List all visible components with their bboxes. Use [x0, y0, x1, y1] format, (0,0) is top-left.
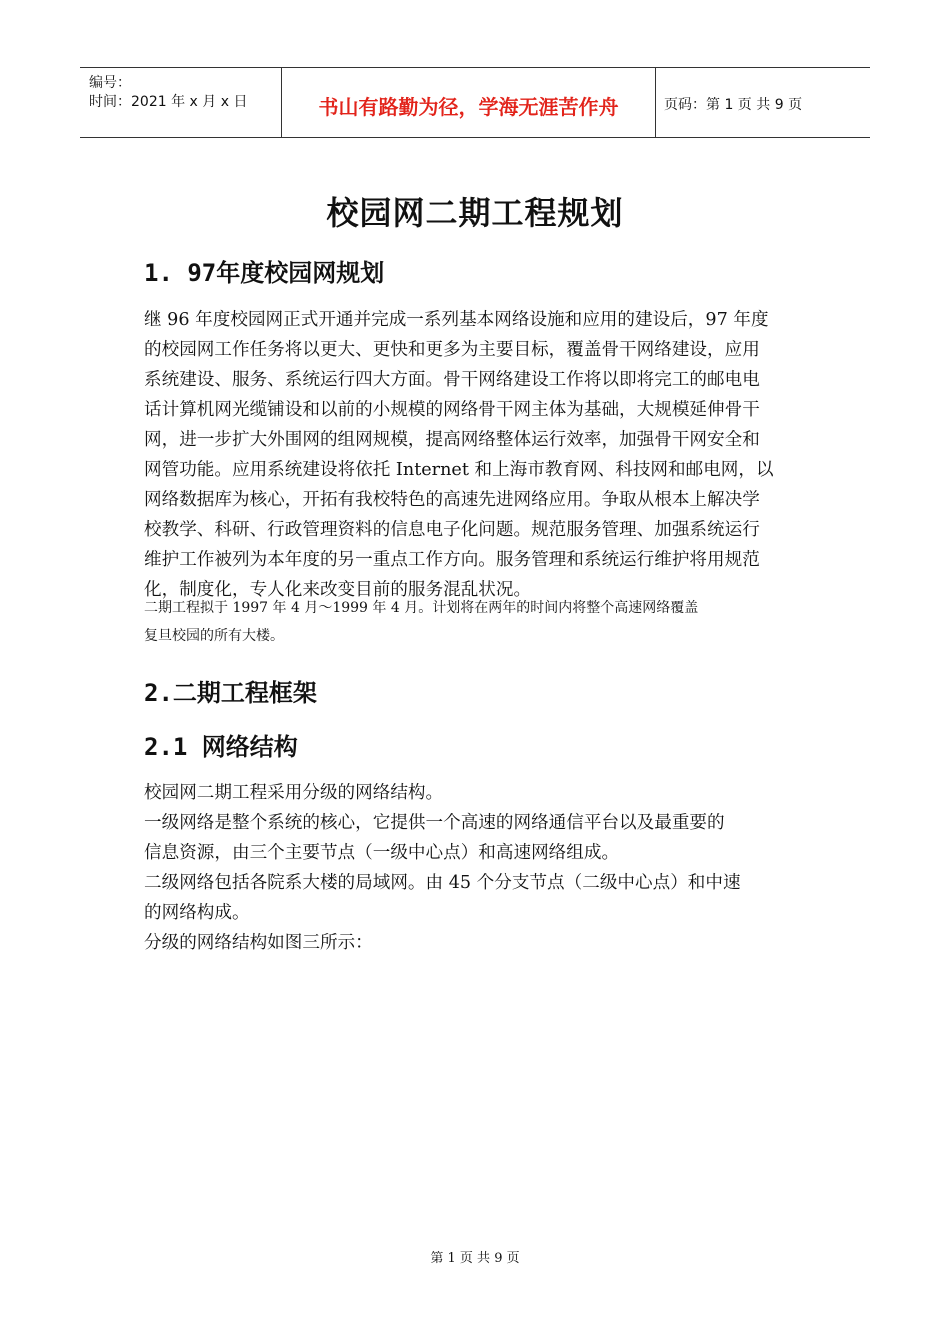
- body-line: 一级网络是整个系统的核心，它提供一个高速的网络通信平台以及最重要的: [144, 813, 725, 833]
- page-footer: 第 1 页 共 9 页: [430, 1251, 520, 1266]
- body-line: 信息资源，由三个主要节点（一级中心点）和高速网络组成。: [144, 843, 620, 863]
- body-line: 校园网二期工程采用分级的网络结构。: [144, 783, 444, 803]
- paragraph-line: 网管功能。应用系统建设将依托 Internet 和上海市教育网、科技网和邮电网，以: [144, 460, 774, 480]
- motto-text: 书山有路勤为径，学海无涯苦作舟: [318, 95, 619, 119]
- document-title: 校园网二期工程规划: [326, 194, 624, 232]
- paragraph-line: 维护工作被列为本年度的另一重点工作方向。服务管理和系统运行维护将用规范: [144, 550, 760, 570]
- paragraph-line: 继 96 年度校园网正式开通并完成一系列基本网络设施和应用的建设后，97 年度: [144, 310, 769, 330]
- section-1-heading: 1. 97年度校园网规划: [144, 259, 385, 287]
- time-label: 时间：2021 年 x 月 x 日: [89, 94, 248, 110]
- paragraph-line: 校教学、科研、行政管理资料的信息电子化问题。规范服务管理、加强系统运行: [144, 520, 760, 540]
- header-cell-info: [80, 68, 281, 137]
- section-2-1-body: [144, 778, 824, 958]
- paragraph-line: 化，制度化，专人化来改变目前的服务混乱状况。: [144, 580, 532, 600]
- page-info: 页码：第 1 页 共 9 页: [664, 97, 803, 113]
- body-line: 二级网络包括各院系大楼的局域网。由 45 个分支节点（二级中心点）和中速: [144, 873, 741, 893]
- header-cell-page: [655, 68, 870, 137]
- note-line: 复旦校园的所有大楼。: [144, 628, 284, 644]
- paragraph-line: 系统建设、服务、系统运行四大方面。骨干网络建设工作将以即将完工的邮电电: [144, 370, 760, 390]
- paragraph-line: 网络数据库为核心，开拓有我校特色的高速先进网络应用。争取从根本上解决学: [144, 490, 760, 510]
- header-cell-motto: [281, 68, 656, 137]
- body-line: 的网络构成。: [144, 903, 250, 923]
- section-1-note: [144, 594, 698, 650]
- section-1-paragraph: [144, 305, 824, 605]
- section-2-1-heading: 2.1 网络结构: [144, 733, 298, 761]
- paragraph-line: 网，进一步扩大外围网的组网规模，提高网络整体运行效率，加强骨干网安全和: [144, 430, 760, 450]
- number-label: 编号：: [89, 75, 131, 91]
- paragraph-line: 话计算机网光缆铺设和以前的小规模的网络骨干网主体为基础，大规模延伸骨干: [144, 400, 760, 420]
- section-2-heading: 2.二期工程框架: [144, 679, 317, 707]
- header-table: [80, 67, 870, 138]
- note-line: 二期工程拟于 1997 年 4 月～1999 年 4 月。计划将在两年的时间内将整个高速网络覆盖: [144, 600, 699, 616]
- body-line: 分级的网络结构如图三所示：: [144, 933, 373, 953]
- paragraph-line: 的校园网工作任务将以更大、更快和更多为主要目标，覆盖骨干网络建设，应用: [144, 340, 760, 360]
